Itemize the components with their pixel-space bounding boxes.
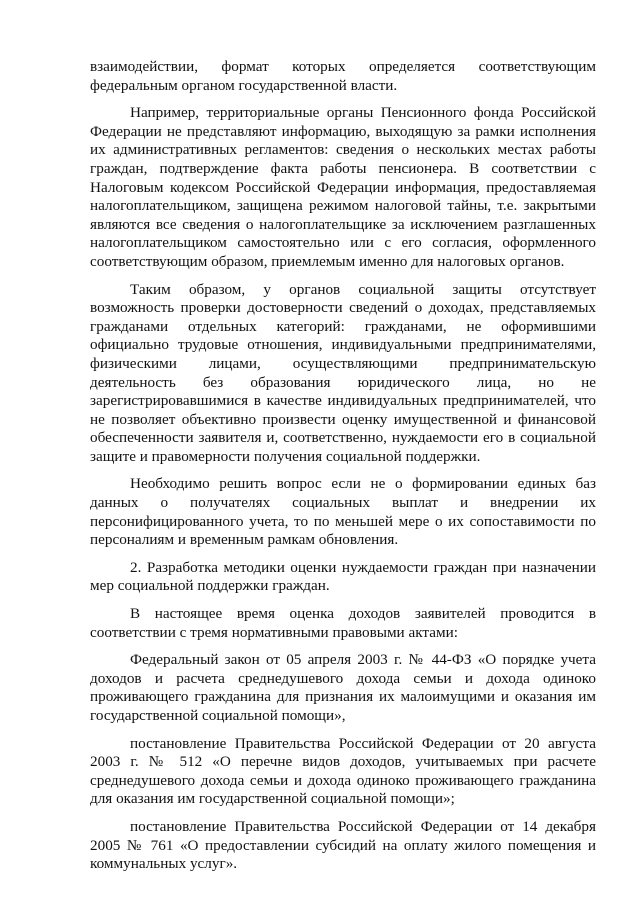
paragraph-continuation: взаимодействии, формат которых определяется соответствующим федеральным органом государственной власти. xyxy=(90,58,596,94)
paragraph-unified-database: Необходимо решить вопрос если не о формировании единых баз данных о получателях социальных выплат и внедрении их персонифицированного учета, то по меньшей мере о их сопоставимости по персоналиям и временным рамкам обновления. xyxy=(90,475,596,549)
document-page xyxy=(90,58,596,883)
paragraph-pension-fund-example: Например, территориальные органы Пенсионного фонда Российской Федерации не представляют информацию, выходящую за рамки исполнения их административных регламентов: сведения о нескольких местах работы граждан, подтверждение факта работы пенсионера. В соответствии с Налоговым кодексом Российской Федерации информация, предоставляемая налогоплательщиком, защищена режимом налоговой тайны, т.е. закрытыми являются все сведения о налогоплательщике за исключением разглашенных налогоплательщиком самостоятельно или с его согласия, оформленного соответствующим образом, приемлемым именно для налоговых органов. xyxy=(90,104,596,270)
paragraph-section-2-heading: 2. Разработка методики оценки нуждаемости граждан при назначении мер социальной поддержки граждан. xyxy=(90,558,596,595)
paragraph-verification-gap: Таким образом, у органов социальной защиты отсутствует возможность проверки достоверности сведений о доходах, представляемых гражданами отдельных категорий: гражданами, не оформившими официально трудовые отношения, индивидуальными предпринимателями, физическими лицами, осуществляющими предпринимательскую деятельность без образования юридического лица, но не зарегистрировавшимися в качестве индивидуальных предпринимателей, что не позволяет объективно произвести оценку имущественной и финансовой обеспеченности заявителя и, соответственно, нуждаемости его в социальной защите и правомерности получения социальной поддержки. xyxy=(90,280,596,465)
paragraph-federal-law-44fz: Федеральный закон от 05 апреля 2003 г. № 44-ФЗ «О порядке учета доходов и расчета среднедушевого дохода семьи и дохода одиноко проживающего гражданина для признания их малоимущими и оказания им государственной социальной помощи», xyxy=(90,651,596,724)
paragraph-income-assessment-intro: В настоящее время оценка доходов заявителей проводится в соответствии с тремя нормативными правовыми актами: xyxy=(90,605,596,641)
paragraph-resolution-761: постановление Правительства Российской Федерации от 14 декабря 2005 № 761 «О предоставлении субсидий на оплату жилого помещения и коммунальных услуг». xyxy=(90,817,596,873)
paragraph-resolution-512: постановление Правительства Российской Федерации от 20 августа 2003 г. № 512 «О перечне видов доходов, учитываемых при расчете среднедушевого дохода семьи и дохода одиноко проживающего гражданина для оказания им государственной социальной помощи»; xyxy=(90,734,596,808)
